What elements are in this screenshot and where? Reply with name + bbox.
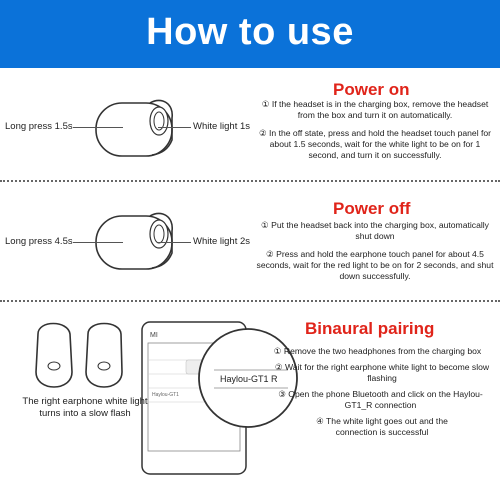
power-on-right-line [158, 127, 191, 128]
divider-2 [0, 300, 500, 302]
binaural-step-4: ④ The white light goes out and the connection is successful [316, 416, 448, 437]
earbud-power-on-icon [96, 100, 172, 156]
power-off-press-label: Long press 4.5s [5, 236, 73, 247]
binaural-step-3: ③ Open the phone Bluetooth and click on the Haylou-GT1_R connection [278, 389, 483, 410]
power-on-press-label: Long press 1.5s [5, 121, 73, 132]
binaural-title: Binaural pairing [305, 319, 435, 338]
page-title: How to use [146, 11, 354, 53]
power-on-title: Power on [333, 80, 410, 99]
callout-device-name: Haylou-GT1 R [220, 374, 278, 384]
power-on-step-1: ① If the headset is in the charging box, remove the headset from the box and turn it on automatically. [261, 99, 489, 120]
binaural-caption: The right earphone white light turns into a slow flash [22, 396, 148, 419]
power-off-title: Power off [333, 199, 411, 218]
power-off-right-line [158, 242, 191, 243]
earbud-right-icon [86, 324, 122, 388]
binaural-step-2: ② Wait for the right earphone white light to become slow flashing [274, 362, 490, 383]
power-off-step-1: ① Put the headset back into the charging box, automatically shut down [261, 220, 489, 241]
power-on-left-line [73, 127, 123, 128]
power-off-light-label: White light 2s [193, 236, 251, 247]
phone-device-list-item: Haylou-GT1 [152, 392, 179, 398]
divider-1 [0, 180, 500, 182]
binaural-step-1: ① Remove the two headphones from the charging box [273, 346, 482, 356]
power-on-step-2: ② In the off state, press and hold the headset touch panel for about 1.5 seconds, wait for the white light to be on for 1 second, and turn it on successfully. [258, 128, 492, 160]
power-off-left-line [73, 242, 123, 243]
power-off-step-2: ② Press and hold the earphone touch panel for about 4.5 seconds, wait for the red light to be on for 2 seconds, and shut down successfully. [256, 249, 494, 281]
earbud-left-icon [36, 324, 72, 388]
phone-brand-label: MI [150, 332, 158, 339]
power-on-light-label: White light 1s [193, 121, 251, 132]
